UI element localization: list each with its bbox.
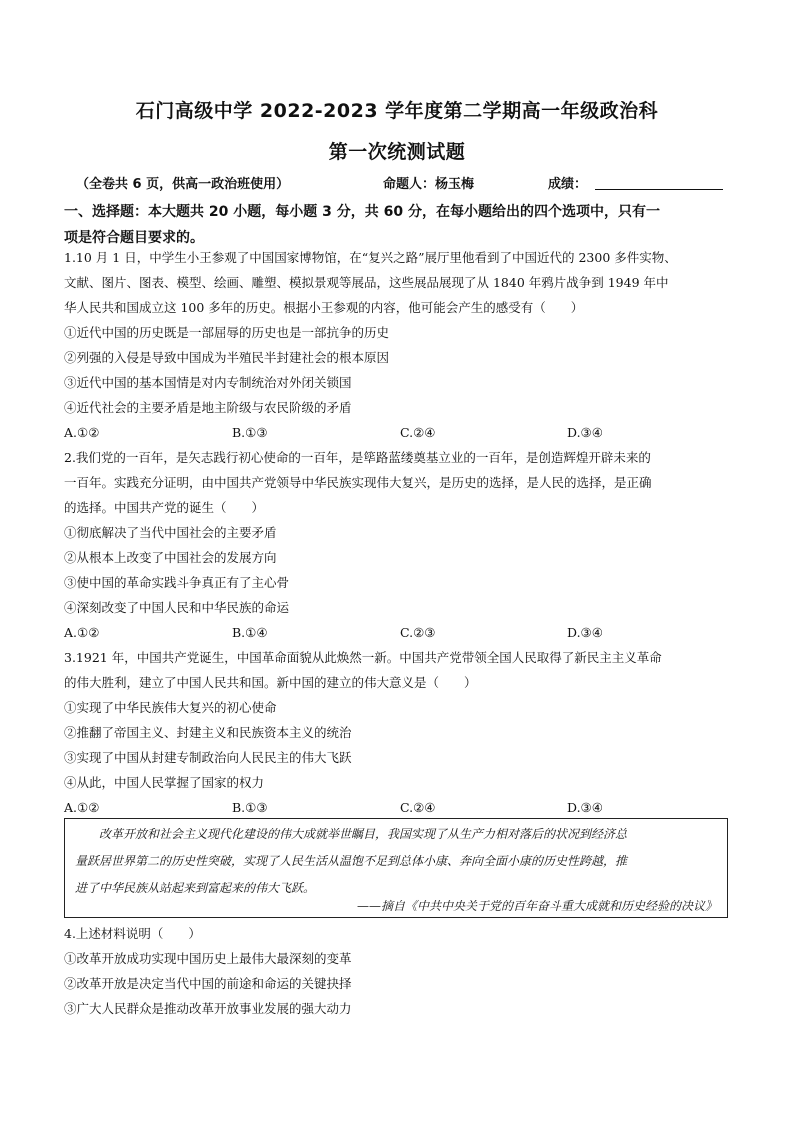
- q4-item: ②改革开放是决定当代中国的前途和命运的关键抉择: [64, 976, 352, 991]
- exam-meta: [64, 173, 728, 193]
- q3-stem-line: 的伟大胜利，建立了中国人民共和国。新中国的建立的伟大意义是（ ）: [64, 675, 477, 690]
- q2-stem-line: 的选择。中国共产党的诞生（ ）: [64, 500, 265, 515]
- q2-stem-line: 2.我们党的一百年，是矢志践行初心使命的一百年，是筚路蓝缕奠基立业的一百年，是创造辉煌开辟未来的: [64, 450, 651, 465]
- exam-title: 石门高级中学 2022-2023 学年度第二学期高一年级政治科: [135, 100, 659, 122]
- material-line: 进了中华民族从站起来到富起来的伟大飞跃。: [75, 881, 316, 895]
- material-line: 量跃居世界第二的历史性突破，实现了人民生活从温饱不足到总体小康、奔向全面小康的历史性跨越，推: [75, 854, 628, 868]
- q3-options: [64, 795, 730, 820]
- option-d: D.③④: [567, 800, 603, 815]
- score-blank: [595, 189, 723, 190]
- q1-item: ③近代中国的基本国情是对内专制统治对外闭关锁国: [64, 375, 352, 390]
- option-c: C.②④: [400, 800, 436, 815]
- q3-item: ①实现了中华民族伟大复兴的初心使命: [64, 700, 277, 715]
- option-c: C.②③: [400, 625, 436, 640]
- q1-item: ④近代社会的主要矛盾是地主阶级与农民阶级的矛盾: [64, 400, 352, 415]
- option-d: D.③④: [567, 425, 603, 440]
- q3-item: ④从此，中国人民掌握了国家的权力: [64, 775, 265, 790]
- option-a: A.①②: [64, 625, 100, 640]
- q2-options: [64, 620, 730, 645]
- q4-item: ③广大人民群众是推动改革开放事业发展的强大动力: [64, 1001, 352, 1016]
- author: 命题人：杨玉梅: [383, 177, 475, 192]
- option-c: C.②④: [400, 425, 436, 440]
- option-b: B.①③: [232, 800, 268, 815]
- exam-subtitle: 第一次统测试题: [328, 141, 466, 163]
- q3-stem-line: 3.1921 年，中国共产党诞生，中国革命面貌从此焕然一新。中国共产党带领全国人民取得了新民主主义革命: [64, 650, 662, 665]
- option-a: A.①②: [64, 425, 100, 440]
- option-d: D.③④: [567, 625, 603, 640]
- q1-options: [64, 420, 730, 445]
- q1-stem-line: 华人民共和国成立这 100 多年的历史。根据小王参观的内容，他可能会产生的感受有（ ）: [64, 300, 584, 315]
- q3-item: ②推翻了帝国主义、封建主义和民族资本主义的统治: [64, 725, 352, 740]
- option-b: B.①④: [232, 625, 268, 640]
- score-label: 成绩：: [548, 177, 588, 192]
- q1-item: ②列强的入侵是导致中国成为半殖民半封建社会的根本原因: [64, 350, 390, 365]
- q2-item: ③使中国的革命实践斗争真正有了主心骨: [64, 575, 290, 590]
- q2-item: ②从根本上改变了中国社会的发展方向: [64, 550, 277, 565]
- option-a: A.①②: [64, 800, 100, 815]
- material-box: [64, 818, 728, 918]
- q4-item: ①改革开放成功实现中国历史上最伟大最深刻的变革: [64, 951, 352, 966]
- q2-item: ④深刻改变了中国人民和中华民族的命运: [64, 600, 290, 615]
- page-note: （全卷共 6 页，供高一政治班使用）: [76, 177, 290, 192]
- option-b: B.①③: [232, 425, 268, 440]
- q2-stem-line: 一百年。实践充分证明，由中国共产党领导中华民族实现伟大复兴，是历史的选择，是人民的选择，是正确: [64, 475, 652, 490]
- material-line: 改革开放和社会主义现代化建设的伟大成就举世瞩目，我国实现了从生产力相对落后的状况到经济总: [75, 827, 628, 841]
- material-source: ——摘自《中共中央关于党的百年奋斗重大成就和历史经验的决议》: [356, 899, 717, 913]
- q3-item: ③实现了中国从封建专制政治向人民民主的伟大飞跃: [64, 750, 352, 765]
- q1-stem-line: 文献、图片、图表、模型、绘画、雕塑、模拟景观等展品，这些展品展现了从 1840 年鸦片战争到 1949 年中: [64, 275, 669, 290]
- q1-item: ①近代中国的历史既是一部屈辱的历史也是一部抗争的历史: [64, 325, 390, 340]
- q2-item: ①彻底解决了当代中国社会的主要矛盾: [64, 525, 277, 540]
- section-heading: 一、选择题：本大题共 20 小题，每小题 3 分，共 60 分，在每小题给出的四个选项中，只有一 项是符合题目要求的。: [64, 204, 660, 246]
- q1-stem-line: 1.10 月 1 日，中学生小王参观了中国国家博物馆，在“复兴之路”展厅里他看到了中国近代的 2300 多件实物、: [64, 250, 677, 265]
- q4-stem: 4.上述材料说明（ ）: [64, 926, 201, 941]
